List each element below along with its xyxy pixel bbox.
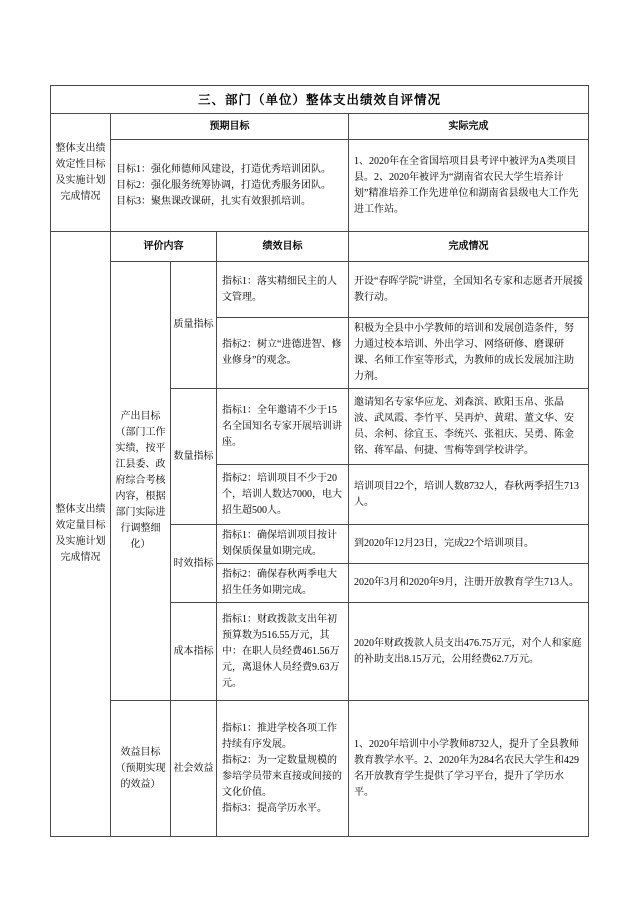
expected-goal-1: 目标1：强化师德师风建设，打造优秀培训团队。 xyxy=(116,163,331,175)
cost-indicator-completion: 2020年财政拨款人员支出476.75万元，对个人和家庭的补助支出8.15万元，公用经费62.7万元。 xyxy=(349,603,589,701)
timeliness-indicator-1-target: 指标1：确保培训项目按计划保质保量如期完成。 xyxy=(217,525,349,564)
completion-status-header: 完成情况 xyxy=(349,232,589,262)
quality-indicator-category: 质量指标 xyxy=(171,262,217,389)
quantitative-section-label: 整体支出绩效定量目标及实施计划完成情况 xyxy=(51,232,111,837)
cost-indicator-category: 成本指标 xyxy=(171,603,217,701)
social-benefit-completion: 1、2020年培训中小学教师8732人，提升了全县教师教育教学水平。2、2020年为284名农民大学生和429名开放教育学生提供了学习平台，提升了学历水平。 xyxy=(349,701,589,837)
cost-indicator-target: 指标1：财政拨款支出年初预算数为516.55万元，其中：在职人员经费461.56万元，离退休人员经费9.63万元。 xyxy=(217,603,349,701)
quantity-indicator-1-completion: 邀请知名专家华应龙、刘森滨、欧阳玉帛、张晶波、武凤霞、李竹平、吴再炉、黄珺、董文华、安员、余柯、徐宜玉、李统兴、张祖庆、吴勇、陈金铭、蒋军晶、何捷、雪梅等到学校讲学。 xyxy=(349,389,589,465)
qualitative-actual-cell: 1、2020年在全省国培项目县考评中被评为A类项目县。2、2020年被评为“湖南省农民大学生培养计划”精准培养工作先进单位和湖南省县级电大工作先进工作站。 xyxy=(349,140,589,232)
quantity-indicator-2-completion: 培训项目22个，培训人数8732人，春秋两季招生713人。 xyxy=(349,465,589,525)
table-title: 三、部门（单位）整体支出绩效自评情况 xyxy=(51,86,589,114)
expected-goals-cell xyxy=(111,140,349,232)
social-benefit-target-1: 指标1：推进学校各项工作持续有序发展。 xyxy=(222,722,337,750)
evaluation-content-header: 评价内容 xyxy=(111,232,217,262)
quantity-indicator-1-target: 指标1：全年邀请不少于15名全国知名专家开展培训讲座。 xyxy=(217,389,349,465)
timeliness-indicator-1-completion: 到2020年12月23日，完成22个培训项目。 xyxy=(349,525,589,564)
quality-indicator-1-target: 指标1：落实精细民主的人文管理。 xyxy=(217,262,349,318)
benefit-goal-label: 效益目标（预期实现的效益） xyxy=(111,701,171,837)
qualitative-section-label: 整体支出绩效定性目标及实施计划完成情况 xyxy=(51,114,111,232)
expected-goal-3: 目标3：聚焦课改课研，扎实有效狠抓培训。 xyxy=(116,195,311,207)
timeliness-indicator-category: 时效指标 xyxy=(171,525,217,603)
quality-indicator-2-completion: 积极为全县中小学教师的培训和发展创造条件，努力通过校本培训、外出学习、网络研修、磨课研课、名师工作室等形式，为教师的成长发展加注助力剂。 xyxy=(349,318,589,389)
social-benefit-category: 社会效益 xyxy=(171,701,217,837)
timeliness-indicator-2-target: 指标2：确保春秋两季电大招生任务如期完成。 xyxy=(217,564,349,603)
expected-goal-header: 预期目标 xyxy=(111,114,349,140)
quantity-indicator-2-target: 指标2：培训项目不少于20个，培训人数达7000，电大招生超500人。 xyxy=(217,465,349,525)
performance-target-header: 绩效目标 xyxy=(217,232,349,262)
quality-indicator-1-completion: 开设“春晖学院”讲堂，全国知名专家和志愿者开展援教行动。 xyxy=(349,262,589,318)
quantity-indicator-category: 数量指标 xyxy=(171,389,217,525)
actual-completion-header: 实际完成 xyxy=(349,114,589,140)
output-goal-label: 产出目标（部门工作实绩，按平江县委、政府综合考核内容，根据部门实际进行调整细化） xyxy=(111,262,171,701)
social-benefit-targets-cell xyxy=(217,701,349,837)
expected-goal-2: 目标2：强化服务统筹协调，打造优秀服务团队。 xyxy=(116,179,331,191)
social-benefit-target-3: 指标3：提高学历水平。 xyxy=(222,802,327,814)
social-benefit-target-2: 指标2：为一定数量规模的参培学员带来直接或间接的文化价值。 xyxy=(222,754,342,798)
performance-self-assessment-table xyxy=(50,85,589,837)
timeliness-indicator-2-completion: 2020年3月和2020年9月，注册开放教育学生713人。 xyxy=(349,564,589,603)
quality-indicator-2-target: 指标2：树立“进德进智、修业修身”的观念。 xyxy=(217,318,349,389)
